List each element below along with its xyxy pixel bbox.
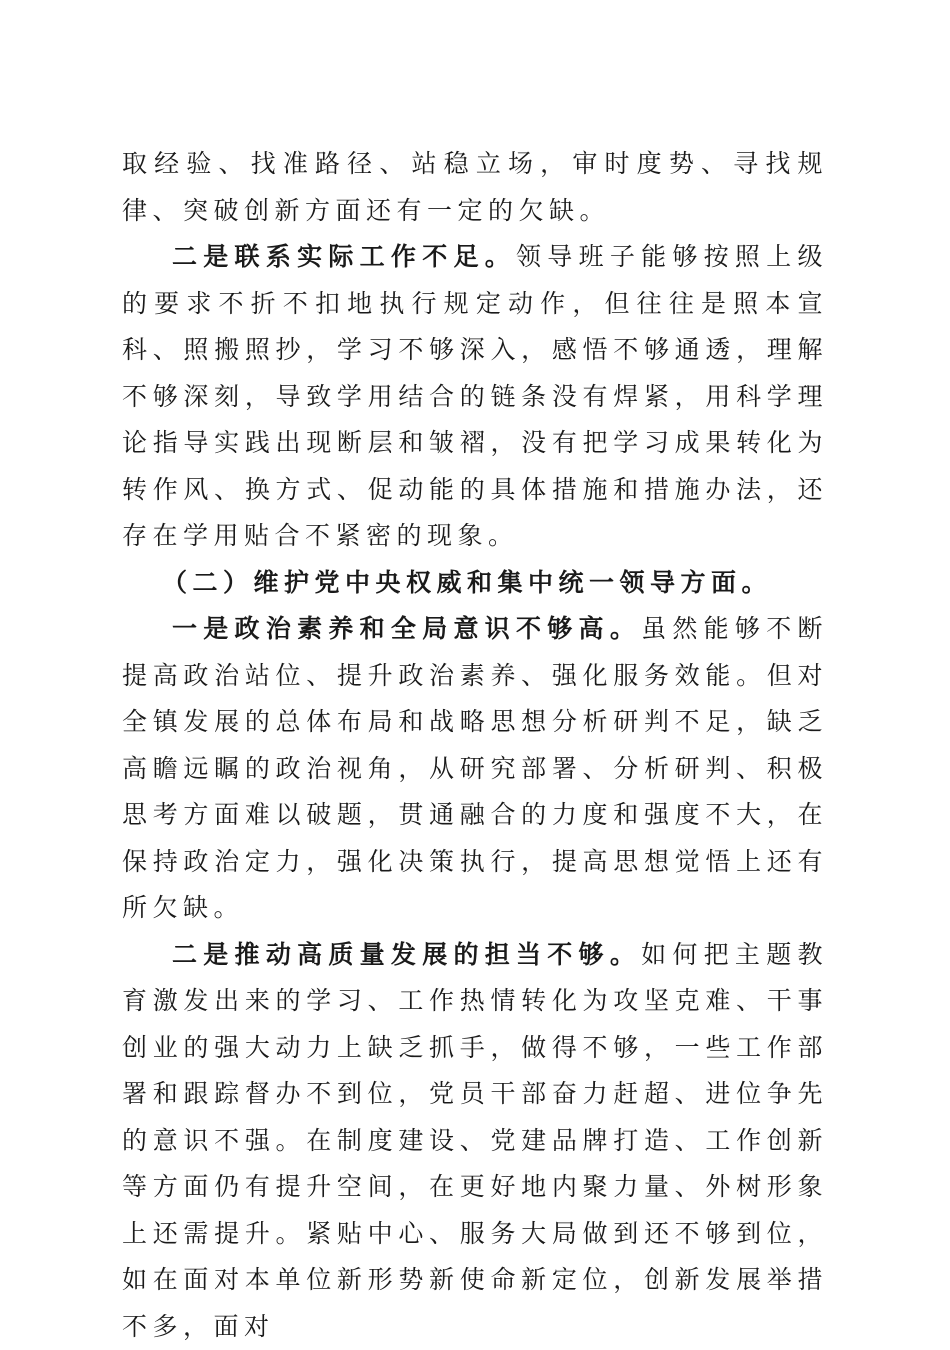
paragraph-text: 取经验、找准路径、站稳立场，审时度势、寻找规律、突破创新方面还有一定的欠缺。: [122, 149, 828, 225]
paragraph-lead: 二是联系实际工作不足。: [172, 242, 516, 271]
paragraph-practical-work: [122, 234, 828, 560]
paragraph-continuation: [122, 141, 828, 234]
paragraph-text: 虽然能够不断提高政治站位、提升政治素养、强化服务效能。但对全镇发展的总体布局和战略思想分析研判不足，缺乏高瞻远瞩的政治视角，从研究部署、分析研判、积极思考方面难以破题，贯通融合的力度和强度不大，在保持政治定力，强化决策执行，提高思想觉悟上还有所欠缺。: [122, 614, 828, 922]
section-heading-text: （二）维护党中央权威和集中统一领导方面。: [162, 568, 772, 597]
paragraph-text: 如何把主题教育激发出来的学习、工作热情转化为攻坚克难、干事创业的强大动力上缺乏抓手，做得不够，一些工作部署和跟踪督办不到位，党员干部奋力赶超、进位争先的意识不强。在制度建设、党建品牌打造、工作创新等方面仍有提升空间，在更好地内聚力量、外树形象上还需提升。紧贴中心、服务大局做到还不够到位，如在面对本单位新形势新使命新定位，创新发展举措不多，面对: [122, 940, 828, 1341]
paragraph-high-quality-development: [122, 932, 828, 1350]
paragraph-political-literacy: [122, 606, 828, 932]
paragraph-lead: 一是政治素养和全局意识不够高。: [172, 614, 641, 643]
document-body: [122, 141, 828, 1350]
paragraph-lead: 二是推动高质量发展的担当不够。: [172, 940, 641, 969]
section-heading: [122, 560, 828, 607]
paragraph-text: 领导班子能够按照上级的要求不折不扣地执行规定动作，但往往是照本宣科、照搬照抄，学习不够深入，感悟不够通透，理解不够深刻，导致学用结合的链条没有焊紧，用科学理论指导实践出现断层和皱褶，没有把学习成果转化为转作风、换方式、促动能的具体措施和措施办法，还存在学用贴合不紧密的现象。: [122, 242, 828, 550]
